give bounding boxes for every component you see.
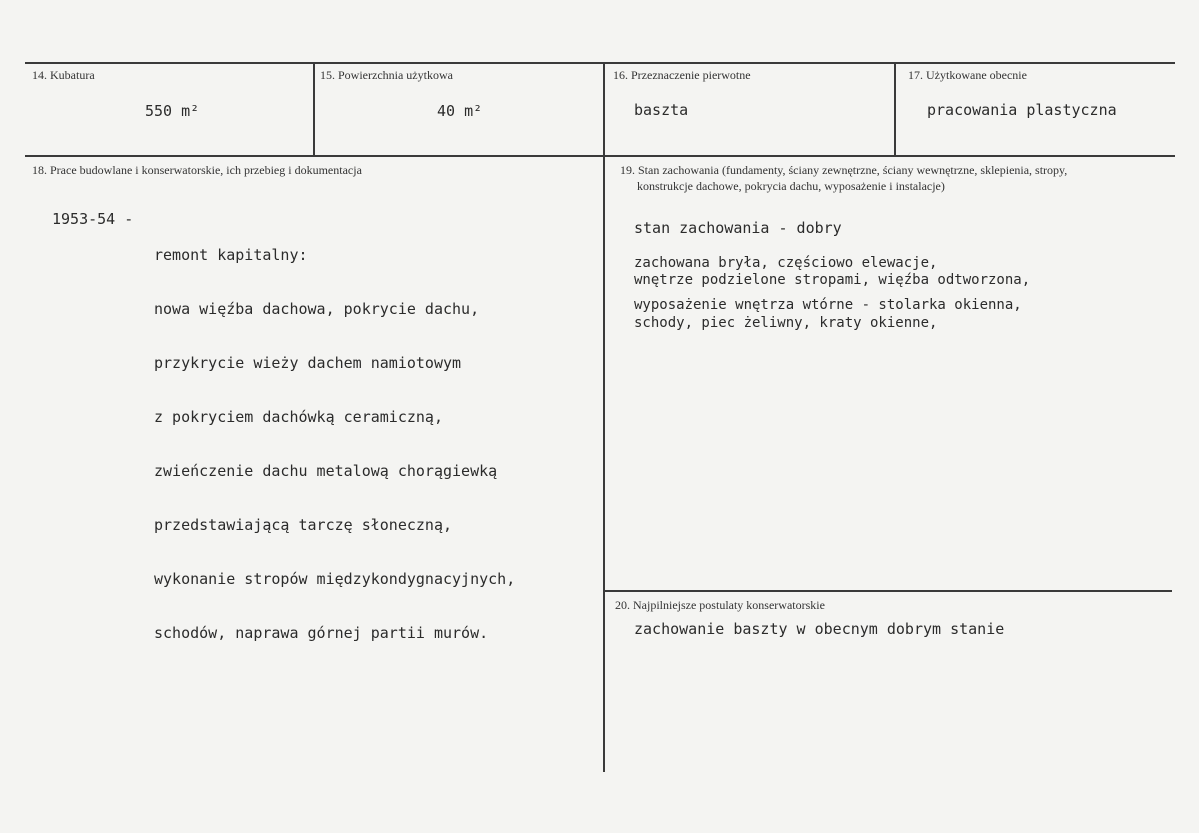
field-18-line: przykrycie wieży dachem namiotowym — [154, 354, 462, 372]
field-18-line: wykonanie stropów międzykondygnacyjnych, — [154, 570, 516, 588]
column-divider-1 — [313, 62, 315, 156]
field-19-label-line2: konstrukcje dachowe, pokrycia dachu, wyposażenie i instalacje) — [637, 179, 945, 193]
field-16-value: baszta — [634, 101, 689, 119]
row-divider-line — [25, 155, 1175, 157]
field-19-structure-line2: wnętrze podzielone stropami, więźba odtworzona, — [634, 272, 1031, 288]
column-divider-3 — [894, 62, 896, 156]
field-16-label: 16. Przeznaczenie pierwotne — [613, 68, 751, 82]
field-20-value: zachowanie baszty w obecnym dobrym stanie — [634, 620, 1005, 638]
field-18-line: przedstawiającą tarczę słoneczną, — [154, 516, 453, 534]
field-18-text — [154, 210, 515, 678]
field-20-label: 20. Najpilniejsze postulaty konserwatorskie — [615, 598, 825, 612]
field-17-value: pracowania plastyczna — [927, 101, 1117, 119]
top-border-line — [25, 62, 1175, 64]
field-19-condition: stan zachowania - dobry — [634, 219, 842, 237]
field-18-line: z pokryciem dachówką ceramiczną, — [154, 408, 443, 426]
field-14-label: 14. Kubatura — [32, 68, 95, 82]
section-20-top-line — [603, 590, 1172, 592]
field-18-line: remont kapitalny: — [154, 246, 308, 264]
field-15-value: 40 m² — [437, 102, 483, 120]
field-18-line: nowa więźba dachowa, pokrycie dachu, — [154, 300, 480, 318]
field-19-label-line1: 19. Stan zachowania (fundamenty, ściany zewnętrzne, ściany wewnętrzne, sklepienia, stropy, — [620, 163, 1068, 177]
field-15-label: 15. Powierzchnia użytkowa — [320, 68, 453, 82]
field-18-line: schodów, naprawa górnej partii murów. — [154, 624, 489, 642]
field-18-line: zwieńczenie dachu metalową chorągiewką — [154, 462, 498, 480]
field-19-equipment-line2: schody, piec żeliwny, kraty okienne, — [634, 315, 938, 331]
field-19-equipment-line1: wyposażenie wnętrza wtórne - stolarka okienna, — [634, 297, 1022, 313]
field-19-structure-line1: zachowana bryła, częściowo elewacje, — [634, 255, 938, 271]
field-17-label: 17. Użytkowane obecnie — [908, 68, 1027, 82]
field-18-year: 1953-54 - — [52, 210, 134, 228]
column-divider-main — [603, 62, 605, 772]
field-14-value: 550 m² — [145, 102, 200, 120]
field-18-label: 18. Prace budowlane i konserwatorskie, ich przebieg i dokumentacja — [32, 163, 362, 177]
